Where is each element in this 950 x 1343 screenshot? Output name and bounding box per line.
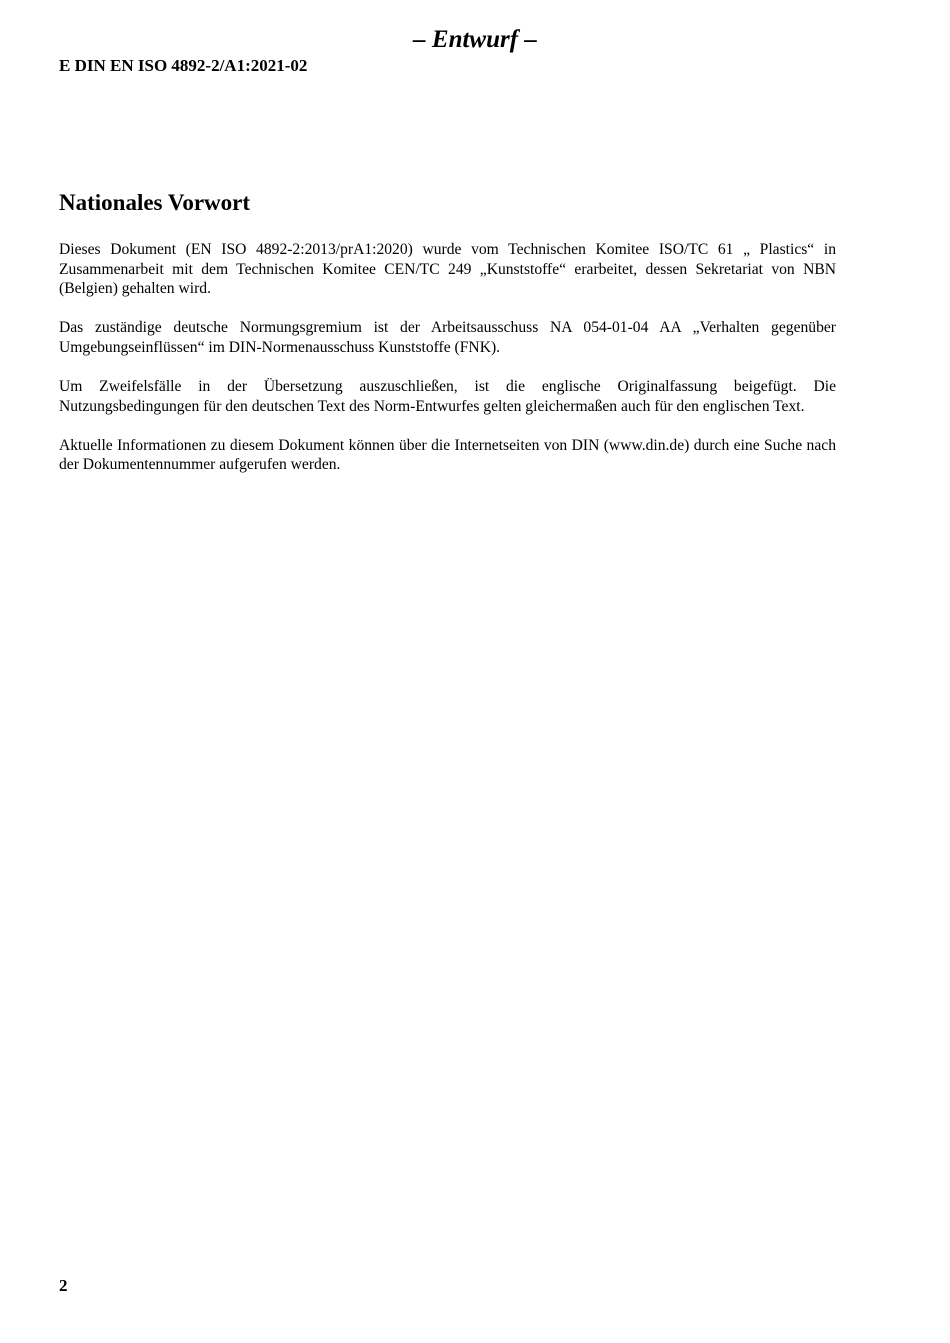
document-identifier: E DIN EN ISO 4892-2/A1:2021-02 [59, 56, 308, 75]
paragraph-working-group: Das zuständige deutsche Normungsgremium ist der Arbeitsausschuss NA 054-01-04 AA „Verhalten gegenüber Umgebungseinflüssen“ im DIN-Normenausschuss Kunststoffe (FNK). [59, 319, 836, 356]
section-heading: Nationales Vorwort [59, 190, 251, 215]
page-number: 2 [59, 1276, 68, 1295]
draft-watermark-title: – Entwurf – [413, 26, 537, 53]
foreword-body [59, 240, 836, 494]
paragraph-committee: Dieses Dokument (EN ISO 4892-2:2013/prA1:2020) wurde vom Technischen Komitee ISO/TC 61 „ Plastics“ in Zusammenarbeit mit dem Technischen Komitee CEN/TC 249 „Kunststoffe“ erarbeitet, dessen Sekretariat von NBN (Belgien) gehalten wird. [59, 241, 836, 298]
paragraph-translation: Um Zweifelsfälle in der Übersetzung auszuschließen, ist die englische Originalfassung beigefügt. Die Nutzungsbedingungen für den deutschen Text des Norm-Entwurfes gelten gleichermaßen auch für den englischen Text. [59, 377, 836, 415]
paragraph-information: Aktuelle Informationen zu diesem Dokument können über die Internetseiten von DIN (www.din.de) durch eine Suche nach der Dokumentennummer aufgerufen werden. [59, 436, 836, 474]
